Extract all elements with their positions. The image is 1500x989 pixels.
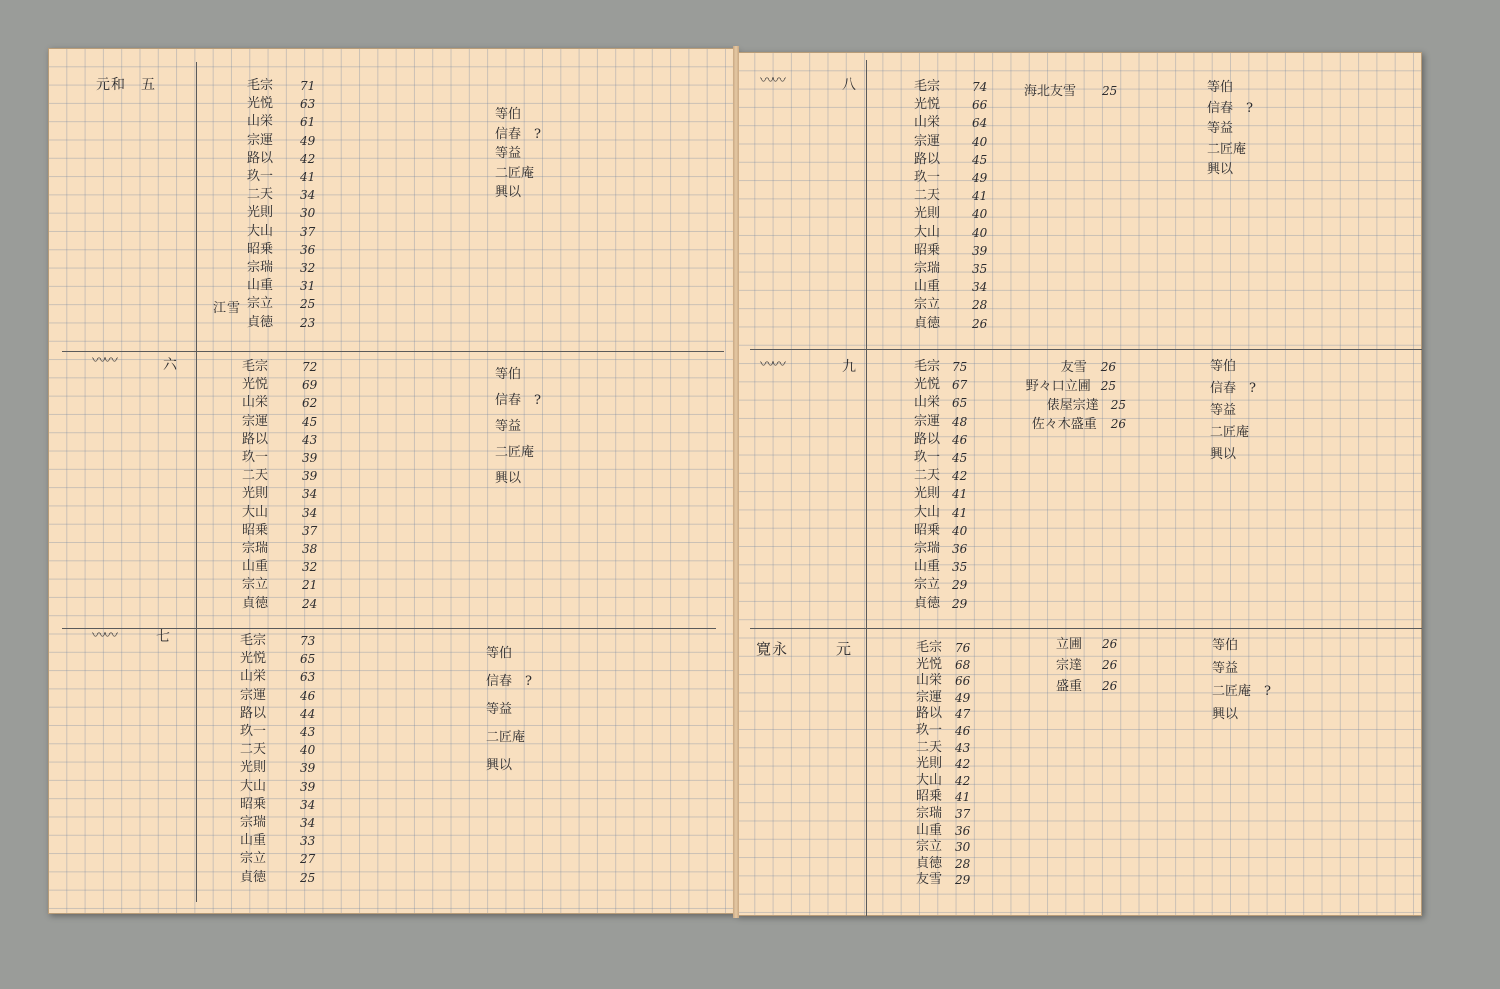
score: 73 — [300, 634, 316, 648]
notes-column — [1207, 78, 1253, 181]
score: 39 — [300, 779, 316, 794]
side-score: 25 — [1100, 379, 1116, 393]
list-item: 昭乗 — [914, 522, 941, 538]
side-score: 25 — [1110, 398, 1126, 412]
list-item: 山栄 — [240, 669, 267, 685]
list-item: 貞徳 — [914, 595, 941, 611]
name-column — [914, 358, 940, 613]
note: 興以 — [1212, 707, 1239, 722]
score: 41 — [952, 505, 968, 520]
list-item: 山栄 — [916, 673, 943, 689]
note: 等益 — [495, 146, 522, 161]
score: 61 — [300, 115, 316, 130]
list-item: 山重 — [247, 278, 274, 294]
notes-column — [495, 362, 541, 492]
score-column — [952, 358, 967, 613]
score: 41 — [952, 487, 968, 502]
block-header: 七 — [156, 629, 171, 645]
score: 41 — [300, 170, 316, 185]
name-column — [247, 77, 273, 332]
divider-left-1 — [62, 351, 724, 352]
note: 等伯 — [1212, 638, 1239, 653]
note: 信春 ? — [495, 393, 541, 408]
score: 74 — [972, 80, 988, 94]
score: 34 — [300, 188, 316, 203]
score: 34 — [300, 797, 316, 812]
list-item: 大山 — [914, 504, 941, 520]
list-item: 光悦 — [240, 651, 267, 667]
score: 75 — [952, 360, 968, 374]
score: 25 — [300, 870, 316, 885]
list-item: 光悦 — [914, 377, 941, 393]
score: 69 — [302, 378, 318, 393]
column-rule-right — [866, 60, 867, 916]
list-item: 宗運 — [914, 133, 941, 149]
score: 71 — [300, 79, 316, 93]
list-item: 光則 — [242, 486, 269, 502]
score: 34 — [302, 505, 318, 520]
list-item: 宗運 — [242, 413, 269, 429]
score: 43 — [955, 740, 971, 755]
list-item: 昭乗 — [247, 241, 274, 257]
score: 42 — [952, 469, 968, 484]
list-item: 山重 — [242, 559, 269, 575]
list-item: 昭乗 — [916, 789, 943, 805]
score: 39 — [302, 469, 318, 484]
score: 67 — [952, 378, 968, 393]
note: 興以 — [1207, 162, 1234, 177]
left-notebook-page — [48, 48, 736, 914]
list-item: 二天 — [914, 468, 941, 484]
list-item: 光悦 — [242, 377, 269, 393]
list-item: 宗運 — [916, 689, 943, 705]
score: 40 — [972, 134, 988, 149]
list-item: 貞徳 — [247, 314, 274, 330]
list-item: 山重 — [916, 822, 943, 838]
list-item: 宗立 — [242, 577, 269, 593]
score-column — [302, 358, 317, 613]
score-column — [300, 77, 315, 332]
score: 44 — [300, 706, 316, 721]
ditto-mark: 〰〰 — [92, 353, 116, 369]
list-item: 光悦 — [247, 96, 274, 112]
score: 26 — [972, 316, 988, 331]
name-column — [242, 358, 268, 613]
score: 21 — [302, 578, 318, 593]
list-item: 毛宗 — [914, 79, 941, 94]
side-name: 宗達 — [1056, 658, 1083, 673]
score: 31 — [300, 279, 316, 294]
score: 40 — [972, 225, 988, 240]
block-header: 元和 五 — [96, 77, 156, 93]
note: 等伯 — [1207, 80, 1234, 95]
score: 62 — [302, 396, 318, 411]
score: 63 — [300, 670, 316, 685]
list-item: 大山 — [240, 778, 267, 794]
list-item: 宗瑞 — [914, 541, 941, 557]
score: 43 — [302, 432, 318, 447]
list-item: 二天 — [240, 742, 267, 758]
name-column — [916, 640, 942, 889]
note: 等伯 — [1210, 359, 1237, 374]
score: 39 — [972, 243, 988, 258]
column-rule-left — [196, 62, 197, 902]
list-item: 貞徳 — [916, 855, 943, 871]
list-item: 昭乗 — [240, 796, 267, 812]
side-name: 立圃 — [1056, 637, 1083, 652]
list-item: 路以 — [240, 705, 267, 721]
side-name: 盛重 — [1056, 679, 1083, 694]
list-item: 路以 — [914, 431, 941, 447]
score: 46 — [300, 688, 316, 703]
notes-column — [1212, 634, 1271, 726]
score: 72 — [302, 360, 318, 374]
note: 興以 — [486, 758, 513, 773]
list-item: 光則 — [914, 206, 941, 222]
note: 興以 — [1210, 447, 1237, 462]
list-item: 友雪 — [916, 872, 943, 888]
side-name: 海北友雪 — [1024, 84, 1077, 99]
block-header: 六 — [163, 357, 178, 373]
score: 45 — [302, 414, 318, 429]
list-item: 路以 — [242, 431, 269, 447]
score: 49 — [300, 133, 316, 148]
list-item: 光悦 — [914, 97, 941, 113]
score: 32 — [300, 261, 316, 276]
side-name: 友雪 — [1060, 360, 1087, 375]
side-entries — [1056, 634, 1117, 697]
note: 等益 — [1207, 121, 1234, 136]
score: 34 — [972, 280, 988, 295]
score: 49 — [955, 690, 971, 705]
list-item: 宗運 — [914, 413, 941, 429]
score: 37 — [302, 523, 318, 538]
side-score: 26 — [1102, 658, 1118, 672]
note: 二匠庵 — [1207, 141, 1247, 157]
note: 信春 ? — [1207, 100, 1253, 116]
list-item: 毛宗 — [240, 633, 267, 648]
side-score: 26 — [1110, 417, 1126, 431]
score: 49 — [972, 171, 988, 186]
note: 信春 ? — [1210, 381, 1256, 396]
list-item: 山栄 — [914, 395, 941, 411]
list-item: 宗立 — [914, 577, 941, 593]
score: 30 — [955, 840, 971, 855]
score: 36 — [955, 823, 971, 838]
list-item: 宗立 — [240, 851, 267, 867]
note: 等益 — [486, 702, 513, 717]
score: 30 — [300, 206, 316, 221]
divider-right-1 — [750, 349, 1422, 350]
side-name: 俵屋宗達 — [1046, 398, 1099, 413]
score: 34 — [300, 816, 316, 831]
list-item: 山栄 — [247, 114, 274, 130]
list-item: 光則 — [247, 205, 274, 221]
score: 28 — [955, 856, 971, 871]
side-score: 25 — [1102, 84, 1118, 98]
side-entries — [1024, 82, 1117, 101]
list-item: 宗運 — [240, 687, 267, 703]
note: 興以 — [495, 471, 522, 486]
score: 66 — [972, 98, 988, 113]
list-item: 宗瑞 — [242, 541, 269, 557]
score: 39 — [300, 761, 316, 776]
score: 34 — [302, 487, 318, 502]
list-item: 毛宗 — [242, 359, 269, 374]
list-item: 毛宗 — [914, 359, 941, 374]
name-column — [914, 78, 940, 333]
list-item: 路以 — [916, 706, 943, 722]
list-item: 大山 — [247, 223, 274, 239]
score: 29 — [952, 578, 968, 593]
score-column — [972, 78, 987, 333]
score: 41 — [955, 790, 971, 805]
note: 二匠庵 — [495, 445, 535, 460]
extra-prefix: 江雪 — [213, 301, 242, 316]
score: 29 — [952, 596, 968, 611]
side-entries — [1010, 358, 1126, 434]
list-item: 宗立 — [247, 296, 274, 312]
note: 等伯 — [495, 367, 522, 382]
block-header: 八 — [842, 77, 857, 93]
list-item: 宗瑞 — [914, 261, 941, 277]
ditto-mark: 〰〰 — [760, 73, 784, 89]
score: 36 — [300, 242, 316, 257]
side-name: 佐々木盛重 — [1031, 417, 1097, 432]
note: 二匠庵 — [1210, 425, 1250, 440]
note: 信春 ? — [495, 126, 541, 142]
score: 40 — [300, 743, 316, 758]
score: 76 — [955, 641, 971, 655]
score: 24 — [302, 596, 318, 611]
notes-column — [495, 105, 541, 203]
block-header: 九 — [842, 359, 857, 375]
list-item: 貞徳 — [242, 595, 269, 611]
score: 46 — [952, 432, 968, 447]
side-name: 野々口立圃 — [1025, 379, 1091, 394]
list-item: 大山 — [916, 772, 943, 788]
score: 35 — [972, 262, 988, 277]
side-score: 26 — [1100, 360, 1116, 374]
note: 二匠庵 — [495, 165, 535, 181]
divider-right-2 — [750, 628, 1422, 629]
score: 45 — [952, 451, 968, 466]
name-column — [240, 632, 266, 887]
block-header: 寛永 元 — [756, 640, 853, 658]
score-column — [300, 632, 315, 887]
score: 65 — [952, 396, 968, 411]
score: 45 — [972, 152, 988, 167]
list-item: 玖一 — [247, 169, 274, 185]
score: 40 — [972, 207, 988, 222]
note: 二匠庵 ? — [1212, 684, 1271, 699]
notebook-spine — [733, 46, 739, 918]
score: 63 — [300, 97, 316, 112]
list-item: 宗瑞 — [240, 815, 267, 831]
list-item: 玖一 — [916, 722, 943, 738]
score: 32 — [302, 560, 318, 575]
score: 68 — [955, 657, 971, 672]
score: 37 — [955, 806, 971, 821]
note: 二匠庵 — [486, 730, 526, 745]
list-item: 貞徳 — [914, 315, 941, 331]
list-item: 宗立 — [914, 297, 941, 313]
score: 33 — [300, 834, 316, 849]
score: 36 — [952, 542, 968, 557]
list-item: 玖一 — [242, 450, 269, 466]
score: 48 — [952, 414, 968, 429]
list-item: 玖一 — [914, 170, 941, 186]
list-item: 二天 — [247, 187, 274, 203]
list-item: 二天 — [914, 188, 941, 204]
list-item: 光悦 — [916, 656, 943, 672]
score-column — [955, 640, 970, 889]
score: 65 — [300, 652, 316, 667]
list-item: 二天 — [242, 468, 269, 484]
note: 等伯 — [486, 646, 513, 661]
score: 43 — [300, 725, 316, 740]
score: 28 — [972, 298, 988, 313]
note: 等伯 — [495, 107, 522, 122]
list-item: 宗瑞 — [916, 805, 943, 821]
side-score: 26 — [1102, 637, 1118, 651]
list-item: 毛宗 — [247, 78, 274, 93]
list-item: 昭乗 — [242, 522, 269, 538]
ditto-mark: 〰〰 — [92, 628, 116, 644]
list-item: 光則 — [916, 756, 943, 772]
score: 38 — [302, 542, 318, 557]
list-item: 宗立 — [916, 839, 943, 855]
score: 40 — [952, 523, 968, 538]
note: 等益 — [495, 419, 522, 434]
list-item: 玖一 — [240, 724, 267, 740]
list-item: 山重 — [914, 559, 941, 575]
score: 46 — [955, 723, 971, 738]
ditto-mark: 〰〰 — [760, 357, 784, 373]
score: 47 — [955, 707, 971, 722]
list-item: 山重 — [240, 833, 267, 849]
list-item: 山栄 — [242, 395, 269, 411]
list-item: 貞徳 — [240, 869, 267, 885]
notes-column — [486, 640, 532, 780]
score: 23 — [300, 315, 316, 330]
side-score: 26 — [1102, 679, 1118, 693]
list-item: 玖一 — [914, 450, 941, 466]
list-item: 宗運 — [247, 132, 274, 148]
list-item: 山重 — [914, 279, 941, 295]
score: 66 — [955, 674, 971, 689]
score: 35 — [952, 560, 968, 575]
list-item: 路以 — [914, 151, 941, 167]
score: 41 — [972, 189, 988, 204]
list-item: 山栄 — [914, 115, 941, 131]
right-notebook-page — [736, 52, 1422, 916]
score: 64 — [972, 116, 988, 131]
list-item: 昭乗 — [914, 242, 941, 258]
list-item: 毛宗 — [916, 640, 943, 655]
list-item: 大山 — [242, 504, 269, 520]
list-item: 大山 — [914, 224, 941, 240]
score: 39 — [302, 451, 318, 466]
list-item: 路以 — [247, 150, 274, 166]
score: 25 — [300, 297, 316, 312]
score: 42 — [300, 151, 316, 166]
list-item: 光則 — [240, 760, 267, 776]
note: 興以 — [495, 185, 522, 200]
score: 37 — [300, 224, 316, 239]
list-item: 宗瑞 — [247, 260, 274, 276]
list-item: 二天 — [916, 739, 943, 755]
score: 29 — [955, 873, 971, 888]
note: 等益 — [1212, 661, 1239, 676]
note: 信春 ? — [486, 674, 532, 689]
score: 42 — [955, 757, 971, 772]
score: 42 — [955, 773, 971, 788]
notes-column — [1210, 356, 1256, 466]
score: 27 — [300, 852, 316, 867]
list-item: 光則 — [914, 486, 941, 502]
note: 等益 — [1210, 403, 1237, 418]
